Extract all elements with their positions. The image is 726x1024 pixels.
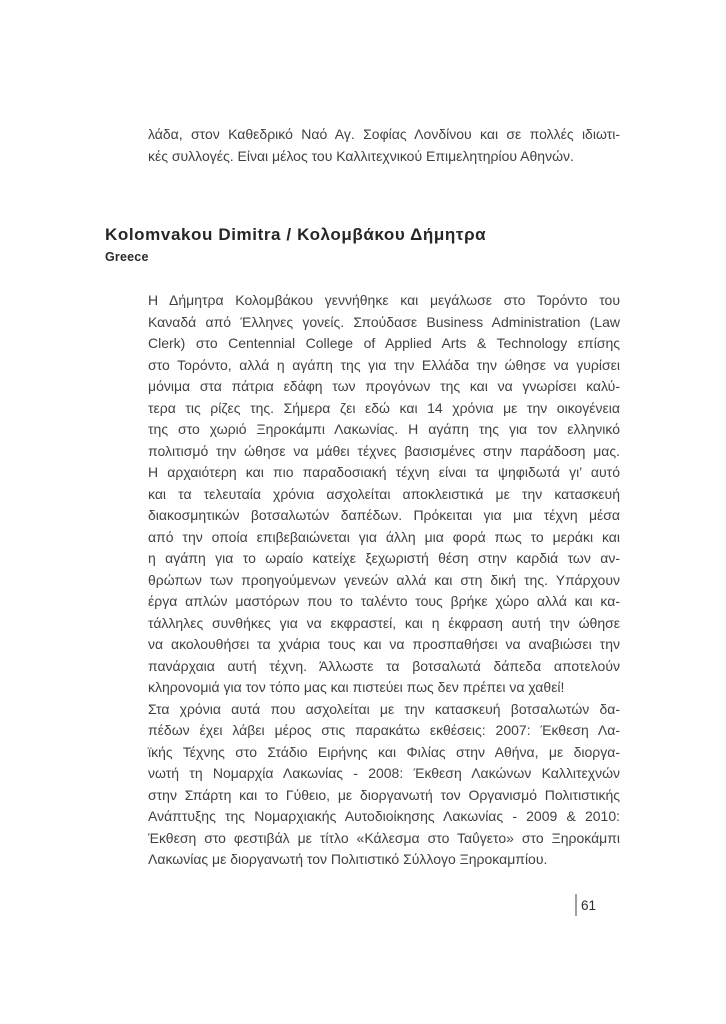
text-line: ϊκής Τέχνης στο Στάδιο Ειρήνης και Φιλίας στην Αθήνα, με διοργα- (148, 743, 620, 760)
text-line: τάλληλες συνθήκες για να εκφραστεί, και η έκφραση αυτή την ώθησε (148, 614, 620, 631)
text-line: Η Δήμητρα Κολομβάκου γεννήθηκε και μεγάλωσε στο Τορόντο του (148, 292, 620, 308)
text-line: λάδα, στον Καθεδρικό Ναό Αγ. Σοφίας Λονδίνου και σε πολλές ιδιωτι- (148, 126, 620, 142)
text-line: θρώπων των προηγούμενων γενεών αλλά και στη δική της. Υπάρχουν (148, 571, 620, 588)
artist-name-heading: Kolomvakou Dimitra / Κολομβάκου Δήμητρα (105, 225, 487, 244)
biography-text (148, 290, 620, 871)
text-line: κές συλλογές. Είναι μέλος του Καλλιτεχνικού Επιμελητηρίου Αθηνών. (148, 147, 574, 164)
text-line: Clerk) στο Centennial College of Applied Arts & Technology επίσης (148, 335, 620, 351)
text-line: και τα τελευταία χρόνια ασχολείται αποκλειστικά με την κατασκευή (148, 485, 620, 502)
text-line: να ακολουθήσει τα χνάρια τους και να προσπαθήσει να αναβιώσει την (148, 636, 620, 652)
bio-paragraph-1 (148, 290, 620, 699)
text-line: τερα τις ρίζες της. Σήμερα ζει εδώ και 14 χρόνια με την οικογένεια (148, 399, 620, 416)
text-line: η αγάπη για το ωραίο κατείχε ξεχωριστή θέση στην καρδιά των αν- (148, 550, 620, 566)
text-line: κληρονομιά για τον τόπο μας και πιστεύει πως δεν πρέπει να χαθεί! (148, 679, 565, 695)
text-line: πολιτισμό την ώθησε να μάθει τέχνες βασισμένες στην παράδοση μας. (148, 442, 620, 459)
text-line: Έκθεση στο φεστιβάλ με τίτλο «Κάλεσμα στο Ταΰγετο» στο Ξηροκάμπι (148, 829, 620, 846)
text-line: Στα χρόνια αυτά που ασχολείται με την κατασκευή βοτσαλωτών δα- (148, 700, 620, 717)
text-line: στην Σπάρτη και το Γύθειο, με διοργανωτή τον Οργανισμό Πολιτιστικής (148, 786, 620, 803)
text-line: διακοσμητικών βοτσαλωτών δαπέδων. Πρόκειται για μια τέχνη μέσα (148, 507, 620, 523)
artist-country-label: Greece (105, 250, 149, 264)
text-line: νωτή τη Νομαρχία Λακωνίας - 2008: Έκθεση Λακώνων Καλλιτεχνών (148, 765, 620, 781)
page-number-rule (575, 894, 577, 916)
text-line: Λακωνίας με διοργανωτή τον Πολιτιστικό Σύλλογο Ξηροκαμπίου. (148, 851, 548, 867)
text-line: πέδων έχει λάβει μέρος στις παρακάτω εκθέσεις: 2007: Έκθεση Λα- (148, 722, 620, 738)
text-line: έργα απλών μαστόρων που το ταλέντο τους βρήκε χώρο αλλά και κα- (148, 593, 620, 609)
text-line: Ανάπτυξης της Νομαρχιακής Αυτοδιοίκησης Λακωνίας - 2009 & 2010: (148, 808, 620, 824)
text-line: Καναδά από Έλληνες γονείς. Σπούδασε Business Administration (Law (148, 313, 620, 330)
text-line: της στο χωριό Ξηροκάμπι Λακωνίας. Η αγάπη της για τον ελληνικό (148, 421, 620, 437)
continuation-paragraph (148, 124, 620, 167)
page-number-block (575, 894, 596, 916)
text-line: μόνιμα στα πάτρια εδάφη των προγόνων της και να γνωρίσει καλύ- (148, 378, 620, 394)
text-line: Η αρχαιότερη και πιο παραδοσιακή τέχνη είναι τα ψηφιδωτά γι’ αυτό (148, 464, 620, 480)
bio-paragraph-2 (148, 699, 620, 871)
page-number: 61 (581, 897, 597, 913)
text-line: πανάρχαια αυτή τέχνη. Άλλωστε τα βοτσαλωτά δάπεδα αποτελούν (148, 657, 620, 674)
text-line: στο Τορόντο, αλλά η αγάπη της για την Ελλάδα την ώθησε να γυρίσει (148, 356, 620, 373)
text-line: από την οποία επιβεβαιώνεται για άλλη μια φορά πως το μεράκι και (148, 528, 620, 545)
artist-header (105, 225, 486, 264)
